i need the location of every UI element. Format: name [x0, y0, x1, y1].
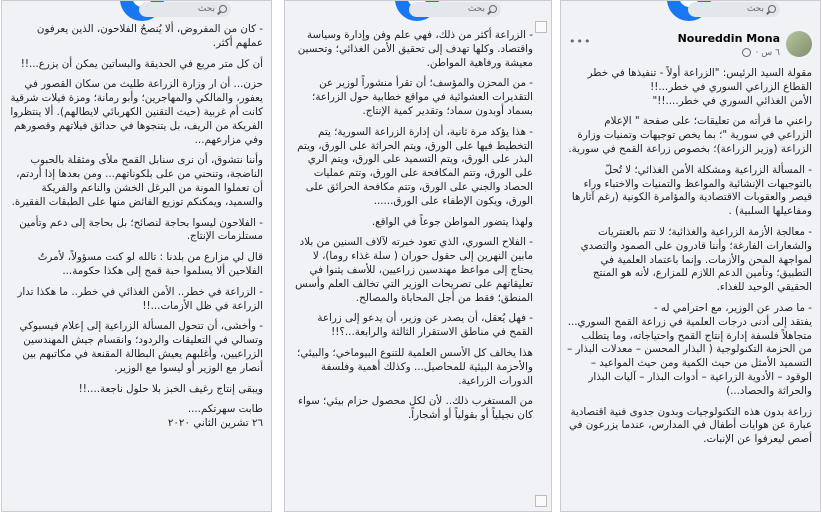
post-paragraph: - الفلاح السوري، الذي تعود خبرته لآلاف السنين من بلاد مابين النهرين إلى حقول حوران ( سلة غذاء روما)، لا يحتاج إلى مواعظ مهندسين زراعيين، للأسف يثنوا في تعليقاتهم على تصريحات الوزير التي تخالف العلم وأسس المنطق؛ فقط من أجل المحاباة والمصالح. [295, 236, 533, 304]
post-paragraph: - ما صدر عن الوزير، مع احترامي له - يفتقد إلى أدنى درجات العلمية في زراعة القمح السوري... متجاهلاً فلسفة إدارة إنتاج القمح واحتياجاته، وما يتطلب من الحزمة التكنولوجية ( البذار المحسن – معدلات البذار – التسميد الأمثل من حيث الكمية ومن حيث المواعيد – الوقود – الأدوية الزراعية – أدوات البذار – آليات البذار والحراثة والحصاد...) [567, 301, 812, 397]
scroll-up-button[interactable] [535, 21, 547, 33]
avatar[interactable] [786, 31, 812, 57]
post-paragraph: وأننا نتشوق، أن نرى سنابل القمح ملأى ومثقلة بالحبوب الناضجة، وتنحني من على بلكوناتهم... ومن بعدها إذا أردتم، أن تعملوا المونة من البرغل الخشن والناعم والفريكة والسميد، ويمكنكم توزيع الفائض منها على الطبقات الفقيرة. [11, 154, 263, 208]
post-paragraph: ويبقى إنتاج رغيف الخبز بلا حلول ناجعة....!! [78, 382, 263, 395]
post-paragraph: - المسألة الزراعية ومشكلة الأمن الغذائي؛ لا تُحلّ بالتوجيهات الإنشائية والمواعظ والتمنيات والاختباء وراء قيصر والعقوبات الاقتصادية والمؤامرة الكونية (رغم آثارها ومفاعيلها السلبية) . [571, 163, 812, 218]
post-paragraph: - وأخشى، أن تتحول المسألة الزراعية إلى إعلام فيسبوكي وتسالي في التعليقات والردود؛ وانقسام جيش المهندسين الزراعيين، وأغلبهم يعيش البطالة المقنعة في مكاتبهم بين أنصار مع الوزير أو ليسوا مع الوزير. [19, 320, 263, 374]
top-bar [285, 1, 551, 21]
search-placeholder: بحث [746, 4, 764, 14]
more-options-icon[interactable]: ••• [569, 35, 592, 48]
top-bar [2, 1, 271, 21]
post-body [8, 23, 263, 438]
post-paragraph: ولهذا يتضور المواطن جوعاً في الواقع. [371, 215, 533, 228]
post-paragraph: أن كل متر مربع في الحديقة والبساتين يمكن أن يزرع...!! [20, 57, 263, 70]
scroll-down-button[interactable] [535, 495, 547, 507]
post-paragraph: - الزراعة في خطر.. الأمن الغذائي في خطر.. ما هكذا تدار الزراعة في ظل الأزمات...!! [17, 285, 263, 312]
post-panel-middle [284, 0, 552, 512]
globe-icon [742, 48, 751, 57]
post-paragraph: - فهل يُعقل، أن يصدر عن وزير، أن يدعو إلى زراعة القمح في مناطق الاستقرار الثالثة والرابعة...؟!! [317, 312, 533, 339]
post-time-label: ٦ س · [755, 48, 780, 58]
post-paragraph: قال لي مزارع من بلدنا : تالله لو كنت مسؤولاً، لأمرتُ الفلاحين ألا يسلموا حبة قمح إلى هكذا حكومة... [37, 251, 263, 277]
post-paragraph: هذا يخالف كل الأسس العلمية للتنوع البيوماخي؛ والبيئي؛ والأحزمة البيئية للمحاصيل... وكذلك أهمية وفلسفة الدورات الزراعية. [297, 346, 533, 387]
post-header [561, 29, 820, 63]
post-paragraph: - من المحزن والمؤسف؛ أن تقرأ منشوراً لوزير عن التقديرات العشوائية في مواقع خطابية حول الزراعة؛ بسماد أوبدون سماد؛ وتقدير كمية الإنتاج. [312, 77, 533, 117]
search-input[interactable] [409, 2, 501, 17]
post-paragraph: - الفلاحون ليسوا بحاجة لنصائح؛ بل بحاجة إلى دعم وتأمين مستلزمات الإنتاج. [19, 216, 263, 243]
post-panel-left [1, 0, 272, 512]
post-paragraph: راعني ما قرأته من تعليقات؛ على صفحة " الإعلام الزراعي في سورية "؛ بما يخص توجيهات وتمنيات وزارة الزراعة (وزير الزراعة)؛ بخصوص زراعة القمح في سورية. [568, 115, 812, 155]
search-placeholder: بحث [197, 4, 215, 14]
post-paragraph: - كان من المفروض، ألا يُنصحُ الفلاحون، الذين يعرفون عملهم أكثر. [36, 23, 263, 49]
post-paragraph: - هذا يؤكد مرة ثانية، أن إدارة الزراعة السورية؛ يتم التخطيط فيها على الورق، ويتم الحراثة على الورق، ويتم البذر على الورق، ويتم التسميد على الورق، ويتم الري على الورق، وتتم المكافحة على الورق، وتتم عمليات الحصاد والجني على الورق، وتتم مكافحة الحرائق على الورق، ويكون الإطفاء على الورق...... [297, 125, 533, 207]
search-placeholder: بحث [467, 4, 485, 14]
post-panel-right [560, 0, 821, 512]
post-paragraph: - معالجة الأزمة الزراعية والغذائية؛ لا تتم بالعنتريات والشعارات الفارغة؛ وأننا قادرون على الصمود والتصدي لمواجهة المحن والأزمات. وإنما باعتماد العلمية في التطبيق؛ وتأمين الدعم اللازم للمزارع، لأنه هو المنتج الحقيقي الوحيد للغذاء. [580, 225, 812, 294]
post-timestamp[interactable] [742, 48, 780, 58]
search-icon [768, 5, 776, 13]
post-paragraph: طابت سهرتكم.... ٢٦ تشرين الثاني ٢٠٢٠ [167, 403, 263, 430]
post-paragraph: - الزراعة أكثر من ذلك، فهي علم وفن وإدارة وسياسة واقتصاد. وكلها تهدف إلى تحقيق الأمن الغذائي؛ وتحسين معيشة ورفاهية المواطن. [297, 29, 533, 69]
post-body [567, 67, 812, 454]
post-paragraph: حزن... أن ار وزارة الزراعة طليث من سكان القصور في يعفور، والمالكي والمهاجرين؛ وأبو رمانة؛ ومزة فيلات شرقية كانت أم غربية (حيث التقنين الكهربائي لايطالهم). ألا ينتظروا الفريكة من الريف، بل يتنجوها في حدائق فيلاتهم وقصورهم وفي مزارعهم... [10, 78, 263, 146]
search-input[interactable] [688, 2, 780, 17]
post-body [291, 29, 533, 430]
search-icon [489, 5, 497, 13]
post-paragraph: مقولة السيد الرئيس: "الزراعة أولاً - تنفيذها في خطر القطاع الزراعي السوري في خطر...!! الأمن الغذائي السوري في خطر....!!" [587, 67, 812, 107]
search-icon [219, 5, 227, 13]
post-paragraph: من المستغرب ذلك.. لأن لكل محصول حزام بيئي؛ سواء كان نجيلياً أو بقولياً أو أشجاراً. [298, 395, 533, 422]
author-name[interactable]: Noureddin Mona [677, 32, 780, 45]
top-bar [561, 1, 820, 21]
search-input[interactable] [139, 2, 231, 17]
post-paragraph: زراعة بدون هذه التكنولوجيات وبدون جدوى فنية اقتصادية عبارة عن هوايات أطفال في المدارس، عندما يزرعون في أصص ليعرفوا عن الإنبات. [568, 405, 812, 446]
